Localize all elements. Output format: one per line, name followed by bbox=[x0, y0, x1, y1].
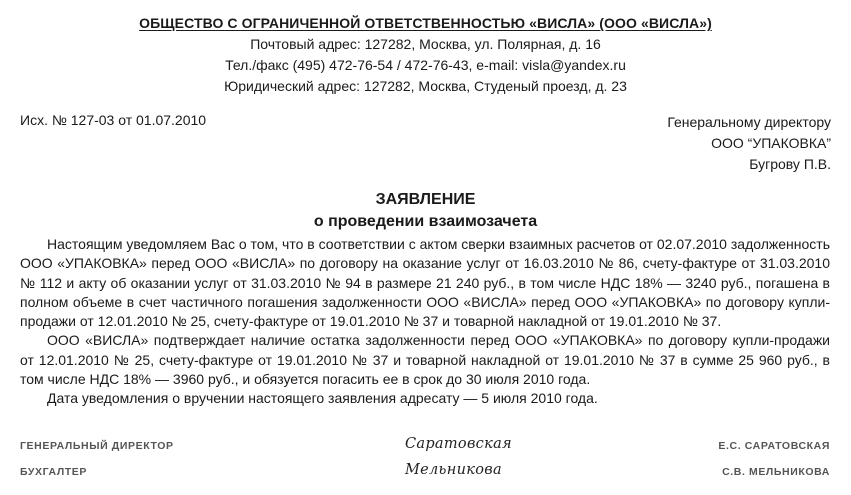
signature-name: С.В. МЕЛЬНИКОВА bbox=[722, 466, 830, 478]
body-paragraph-2: ООО «ВИСЛА» подтверждает наличие остатка задолженности перед ООО «УПАКОВКА» по договору купли-продажи от 12.01.2010 № 25, счету-фактуре от 19.01.2010 № 37 и товарной накладной от 19.01.2010 № 37 в сумме 25 960 руб., в том числе НДС 18% — 3960 руб., и обязуется погасить ее в срок до 30 июля 2010 года. bbox=[20, 332, 830, 388]
outgoing-reference: Исх. № 127-03 от 01.07.2010 bbox=[20, 112, 207, 128]
handwritten-signature: Мельникова bbox=[405, 462, 502, 478]
signature-role: ГЕНЕРАЛЬНЫЙ ДИРЕКТОР bbox=[20, 440, 174, 452]
title-main: ЗАЯВЛЕНИЕ bbox=[375, 191, 476, 208]
addressee-position: Генеральному директору bbox=[667, 114, 831, 130]
phone-email: Тел./факс (495) 472-76-54 / 472-76-43, e-mail: visla@yandex.ru bbox=[225, 57, 626, 73]
body-text bbox=[20, 235, 830, 409]
body-paragraph-3: Дата уведомления о вручении настоящего заявления адресату — 5 июля 2010 года. bbox=[47, 390, 598, 407]
addressee-company: ООО “УПАКОВКА” bbox=[711, 135, 831, 151]
signature-row-director bbox=[20, 436, 830, 458]
signature-row-accountant bbox=[20, 462, 830, 484]
legal-address: Юридический адрес: 127282, Москва, Студеный проезд, д. 23 bbox=[224, 78, 627, 94]
title-subtitle: о проведении взаимозачета bbox=[313, 213, 538, 230]
addressee-name: Бугрову П.В. bbox=[749, 156, 831, 172]
addressee-block bbox=[667, 112, 831, 175]
postal-address: Почтовый адрес: 127282, Москва, ул. Полярная, д. 16 bbox=[250, 36, 601, 52]
signature-name: Е.С. САРАТОВСКАЯ bbox=[718, 440, 830, 452]
organization-name: ОБЩЕСТВО С ОГРАНИЧЕННОЙ ОТВЕТСТВЕННОСТЬЮ «ВИСЛА» (ООО «ВИСЛА») bbox=[139, 15, 712, 31]
signature-role: БУХГАЛТЕР bbox=[20, 466, 88, 478]
handwritten-signature: Саратовская bbox=[405, 436, 512, 452]
body-paragraph-1: Настоящим уведомляем Вас о том, что в соответствии с актом сверки взаимных расчетов от 02.07.2010 задолженность ООО «УПАКОВКА» перед ООО «ВИСЛА» по договору на оказание услуг от 16.03.2010 № 86, счету-фактуре от 31.03.2010 № 112 и акту об оказании услуг от 31.03.2010 № 94 в размере 21 240 руб., в том числе НДС 18% — 3240 руб., погашена в полном объеме в счет частичного погашения задолженности ООО «ВИСЛА» перед ООО «УПАКОВКА» по договору купли-продажи от 12.01.2010 № 25, счету-фактуре от 19.01.2010 № 37 и товарной накладной от 19.01.2010 № 37. bbox=[20, 236, 830, 330]
letterhead bbox=[0, 13, 851, 97]
document-title bbox=[0, 189, 851, 233]
